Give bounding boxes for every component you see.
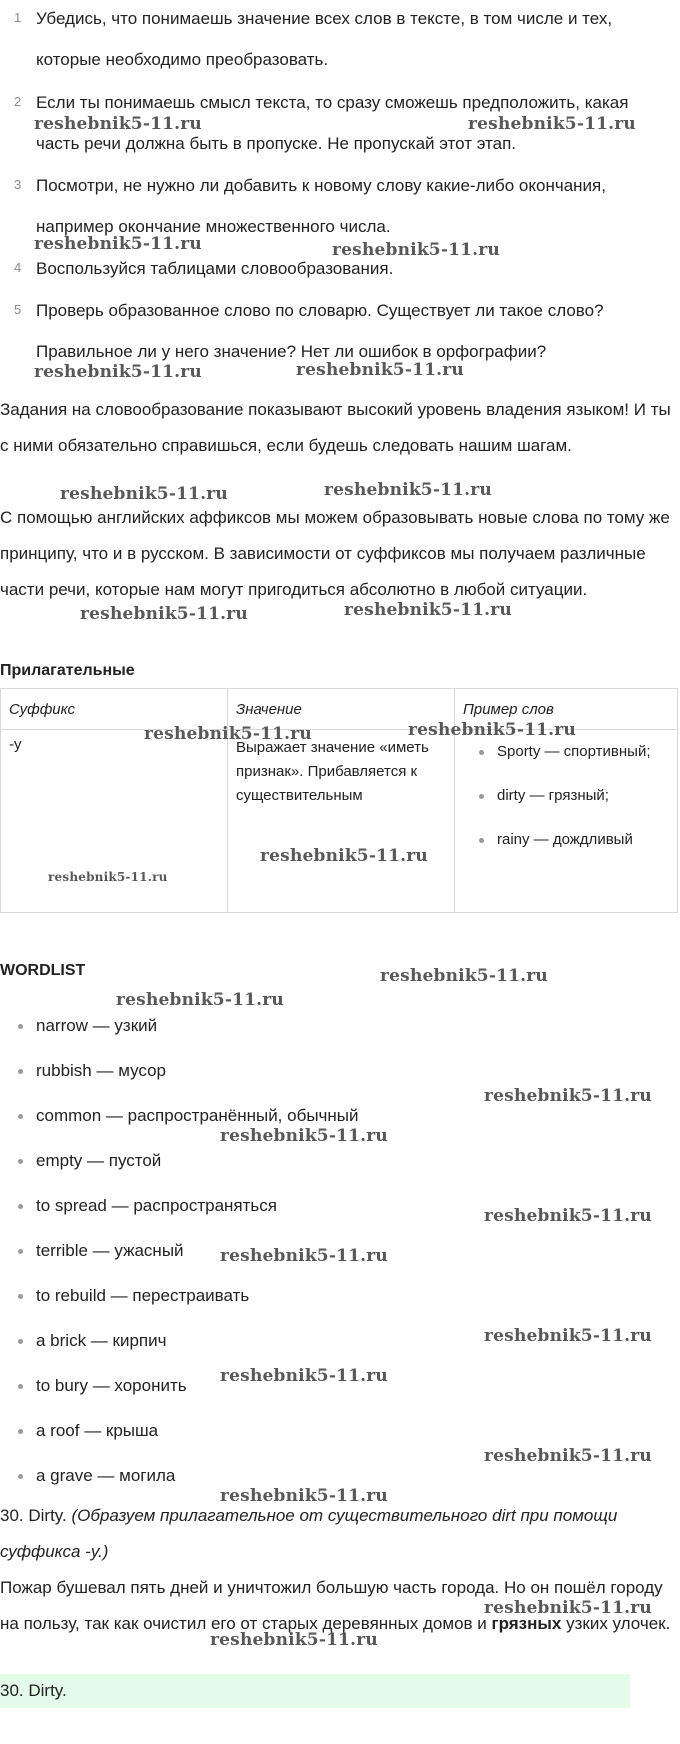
intro-paragraph: Задания на словообразование показывают высокий уровень владения языком! И ты с ними обязательно справишься, если будешь следовать нашим шагам. xyxy=(0,400,671,455)
watermark: reshebnik5-11.ru xyxy=(34,114,202,134)
step-number: 3 xyxy=(14,177,22,192)
watermark: reshebnik5-11.ru xyxy=(220,1246,388,1266)
table-header: Значение xyxy=(228,689,455,730)
step-text: Если ты понимаешь смысл текста, то сразу сможешь предположить, какая часть речи должна быть в пропуске. Не пропускай этот этап. xyxy=(36,93,629,153)
list-item: rubbish — мусор xyxy=(14,1049,674,1094)
list-item: a roof — крыша xyxy=(14,1409,674,1454)
story-highlight-word: грязных xyxy=(491,1614,562,1633)
watermark: reshebnik5-11.ru xyxy=(116,990,284,1010)
watermark: reshebnik5-11.ru xyxy=(220,1486,388,1506)
list-item: terrible — ужасный xyxy=(14,1229,674,1274)
step-text: Посмотри, не нужно ли добавить к новому слову какие-либо окончания, например окончание множественного числа. xyxy=(36,176,606,236)
step-text: Убедись, что понимаешь значение всех слов в тексте, в том числе и тех, которые необходимо преобразовать. xyxy=(36,9,613,69)
watermark: reshebnik5-11.ru xyxy=(34,234,202,254)
table-header: Суффикс xyxy=(1,689,228,730)
watermark: reshebnik5-11.ru xyxy=(60,484,228,504)
story-text-end: узких улочек. xyxy=(561,1614,671,1633)
answer-prefix: 30. Dirty. xyxy=(0,1506,67,1525)
watermark: reshebnik5-11.ru xyxy=(344,600,512,620)
list-item: rainy — дождливый xyxy=(475,818,669,862)
suffix-cell: -y xyxy=(1,730,228,913)
watermark: reshebnik5-11.ru xyxy=(484,1326,652,1346)
step-text: Воспользуйся таблицами словообразования. xyxy=(36,259,394,278)
story-text: Пожар бушевал пять дней и уничтожил большую часть города. Но он пошёл городу на пользу, так как очистил его от старых деревянных домов и xyxy=(0,1578,663,1633)
watermark: reshebnik5-11.ru xyxy=(80,604,248,624)
list-item: a brick — кирпич xyxy=(14,1319,674,1364)
watermark: reshebnik5-11.ru xyxy=(48,870,168,884)
section-heading-wordlist: WORDLIST xyxy=(0,962,86,979)
watermark: reshebnik5-11.ru xyxy=(296,360,464,380)
final-answer-box: 30. Dirty. xyxy=(0,1674,630,1708)
list-item: common — распространённый, обычный xyxy=(14,1094,674,1139)
affixes-paragraph: С помощью английских аффиксов мы можем образовывать новые слова по тому же принципу, что и в русском. В зависимости от суффиксов мы получаем различные части речи, которые нам могут пригодиться абсолютно в любой ситуации. xyxy=(0,508,670,599)
list-item: to bury — хоронить xyxy=(14,1364,674,1409)
step-number: 5 xyxy=(14,302,22,317)
examples-cell xyxy=(455,730,678,913)
meaning-cell: Выражает значение «иметь признак». Прибавляется к существительным xyxy=(228,730,455,913)
section-heading-adjectives: Прилагательные xyxy=(0,662,135,679)
table-row xyxy=(1,730,678,913)
watermark: reshebnik5-11.ru xyxy=(484,1446,652,1466)
answer-explanation xyxy=(0,1498,678,1570)
list-item: empty — пустой xyxy=(14,1139,674,1184)
step-number: 2 xyxy=(14,94,22,109)
table-header: Пример слов xyxy=(455,689,678,730)
list-item: dirty — грязный; xyxy=(475,774,669,818)
watermark: reshebnik5-11.ru xyxy=(332,240,500,260)
watermark: reshebnik5-11.ru xyxy=(468,114,636,134)
list-item: a grave — могила xyxy=(14,1454,674,1499)
watermark: reshebnik5-11.ru xyxy=(144,724,312,744)
list-item: Sporty — спортивный; xyxy=(475,730,669,774)
watermark: reshebnik5-11.ru xyxy=(260,846,428,866)
list-item: narrow — узкий xyxy=(14,1004,674,1049)
watermark: reshebnik5-11.ru xyxy=(210,1630,378,1650)
examples-list xyxy=(463,730,669,862)
list-item: to spread — распространяться xyxy=(14,1184,674,1229)
watermark: reshebnik5-11.ru xyxy=(408,720,576,740)
step-text: Проверь образованное слово по словарю. Существует ли такое слово? Правильное ли у него значение? Нет ли ошибок в орфографии? xyxy=(36,301,604,361)
watermark: reshebnik5-11.ru xyxy=(220,1126,388,1146)
step-number: 4 xyxy=(14,260,22,275)
answer-note: (Образуем прилагательное от существительного dirt при помощи суффикса -y.) xyxy=(0,1506,618,1561)
watermark: reshebnik5-11.ru xyxy=(220,1366,388,1386)
watermark: reshebnik5-11.ru xyxy=(34,362,202,382)
watermark: reshebnik5-11.ru xyxy=(324,480,492,500)
watermark: reshebnik5-11.ru xyxy=(380,966,548,986)
watermark: reshebnik5-11.ru xyxy=(484,1086,652,1106)
watermark: reshebnik5-11.ru xyxy=(484,1206,652,1226)
list-item: to rebuild — перестраивать xyxy=(14,1274,674,1319)
step-number: 1 xyxy=(14,10,22,25)
watermark: reshebnik5-11.ru xyxy=(484,1598,652,1618)
